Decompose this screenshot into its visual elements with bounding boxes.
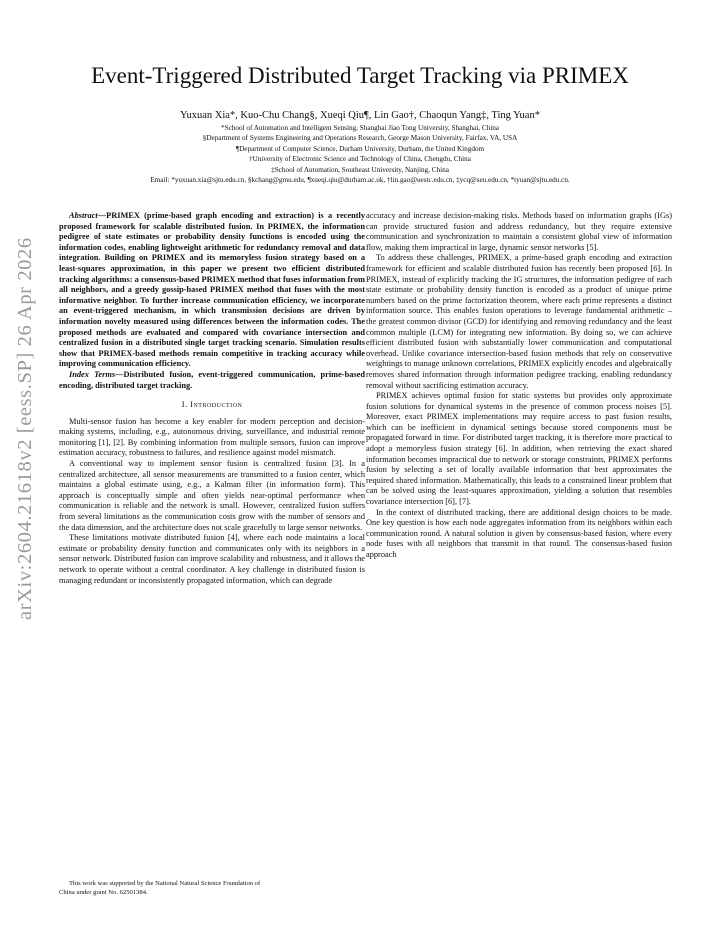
email-line: Email: *yuxuan.xia@sjtu.edu.cn, §kchang@gmu.edu, ¶xueqi.qiu@durham.ac.uk, †lin.gao@uestc.edu.cn, ‡ycq@seu.edu.cn, *tyuan@sjtu.edu.cn. (150, 176, 570, 185)
index-terms-text: Distributed fusion, event-triggered communication, prime-based encoding, distributed target tracking. (59, 369, 365, 390)
abstract-lead: Abstract— (69, 211, 107, 220)
index-terms-lead: Index Terms— (69, 369, 124, 379)
body-paragraph: In the context of distributed tracking, there are additional design choices to be made. One key question is how each node aggregates information from its neighbors within each communication round. A natural solution is given by consensus-based fusion, where every node fuses with all neighbors that transmit in that round. The consensus-based fusion approach (366, 507, 672, 559)
arxiv-stamp: arXiv:2604.21618v2 [eess.SP] 26 Apr 2026 (14, 237, 36, 620)
body-paragraph: accuracy and increase decision-making risks. Methods based on information graphs (IGs) can provide structured fusion and address redundancy, but they require extensive communication and synchronization to maintain a consistent global view of information flow, making them impractical in large, dynamic sensor networks [5]. (366, 211, 672, 252)
affiliation-sjtu: *School of Automation and Intelligent Sensing, Shanghai Jiao Tong University, Shanghai, China (221, 124, 499, 132)
right-column (366, 211, 672, 561)
funding-footnote (59, 880, 359, 897)
index-terms (59, 370, 365, 391)
section-heading: I. Introduction (181, 400, 243, 410)
footnote-line: China under grant No. 62501384. (59, 888, 148, 896)
body-paragraph: To address these challenges, PRIMEX, a prime-based graph encoding and extraction framework for efficient and scalable distributed fusion has recently been proposed [6]. In PRIMEX, instead of explicitly tracking the IG structures, the information pedigree of each state estimate or probability density function is encoded as a product of unique prime numbers based on the prime factorization theorem, where each prime represents a distinct information source. This enables fusion operations to leverage fundamental arithmetic – the greatest common divisor (GCD) for identifying and removing redundancy and the least common multiple (LCM) for integrating new information. By doing so, we can achieve efficient distributed fusion with substantially lower communication and computational overhead. Unlike covariance intersection-based fusion methods that rely on conservative weightings to manage unknown correlations, PRIMEX explicitly encodes and algebraically removes shared information through information pedigree tracking, enabling redundancy removal without sacrificing estimation accuracy. (366, 253, 672, 390)
affiliation-gmu: §Department of Systems Engineering and Operations Research, George Mason University, Fairfax, VA, USA (202, 134, 518, 143)
intro-paragraph: A conventional way to implement sensor fusion is centralized fusion [3]. In a centralized architecture, all sensor measurements are transmitted to a fusion center, which maintains a global estimate using, e.g., a Kalman filter (in information form). This approach is conceptually simple and often yields near-optimal performance when communication is reliable and the network is small. However, centralized fusion suffers from several limitations as the communication costs grow with the number of sensors and the data dimension, and the architecture does not scale gracefully to large sensor networks. (59, 459, 365, 532)
affiliation-durham: ¶Department of Computer Science, Durham University, Durham, the United Kingdom (235, 144, 485, 153)
left-column (59, 211, 365, 586)
abstract (59, 211, 365, 370)
affiliation-seu: ‡School of Automation, Southeast University, Nanjing, China (271, 165, 449, 174)
paper-title: Event-Triggered Distributed Target Tracking via PRIMEX (91, 63, 629, 88)
affiliation-uestc: †University of Electronic Science and Technology of China, Chengdu, China (249, 155, 471, 164)
intro-paragraph: Multi-sensor fusion has become a key enabler for modern perception and decision-making systems, including, e.g., autonomous driving, surveillance, and industrial remote monitoring [1], [2]. By combining information from multiple sensors, fusion can improve estimation accuracy, robustness to failures, and resilience against model mismatch. (59, 416, 365, 458)
affiliation-list (30, 123, 690, 185)
body-paragraph: PRIMEX achieves optimal fusion for static systems but provides only approximate fusion solutions for dynamical systems in the presence of common process noises [5]. Moreover, exact PRIMEX implementations may require access to past fusion results, which can be inefficient in dynamical settings because stored components must be propagated forward in time. For distributed target tracking, it is therefore more practical to adopt a memoryless fusion strategy [6]. In addition, when retrieving the exact shared information becomes impractical due to network or storage constraints, PRIMEX performs fusion by selecting a set of locally available information that best approximates the required shared information. Mathematically, this leads to a constrained linear problem that can be solved using the least-squares approximation, yielding a solution that resembles covariance intersection [6], [7]. (366, 391, 672, 507)
intro-paragraph: These limitations motivate distributed fusion [4], where each node maintains a local estimate or probability density function and communicates only with its neighbors in a sensor network. Distributed fusion can improve scalability and robustness, and it allows the network to operate without a central coordinator. A key challenge in distributed fusion is managing redundant or inconsistently propagated information, which can degrade (59, 533, 365, 585)
author-list: Yuxuan Xia*, Kuo-Chu Chang§, Xueqi Qiu¶, Lin Gao†, Chaoqun Yang‡, Ting Yuan* (180, 110, 540, 121)
abstract-text: PRIMEX (prime-based graph encoding and extraction) is a recently proposed framework for scalable distributed fusion. In PRIMEX, the information pedigree of state estimates or probability density functions is encoded using the information codes, enabling lightweight arithmetic for redundancy removal and data integration. Building on PRIMEX and its memoryless fusion strategy based on a least-squares approximation, in this paper we present two efficient distributed tracking algorithms: a consensus-based PRIMEX method that fuses information from all neighbors, and a greedy gossip-based PRIMEX method that fuses with the most informative neighbor. To further increase communication efficiency, we incorporate an event-triggered mechanism, in which transmission decisions are driven by information novelty measured using differences between the information codes. The proposed methods are evaluated and compared with covariance intersection and centralized fusion in a distributed single target tracking scenario. Simulation results show that PRIMEX-based methods remain competitive in tracking accuracy while improving communication efficiency. (59, 211, 365, 369)
footnote-line: This work was supported by the National Natural Science Foundation of (69, 880, 261, 887)
